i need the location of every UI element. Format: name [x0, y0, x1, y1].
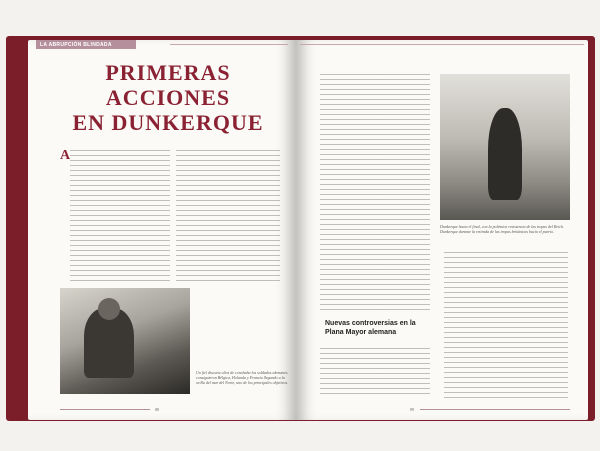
soldier-photo	[60, 288, 190, 394]
right-photo-caption: Dunkerque hacia el final, con la polémica resistencia de las tropas del Reich. Dunkerque durante la retirada de las tropas británicas hacia el puerto.	[440, 224, 564, 234]
page-number-right: 89	[410, 407, 414, 412]
subheading: Nuevas controversias en la Plana Mayor alemana	[325, 320, 416, 336]
header-rule-right	[300, 44, 584, 45]
left-column-text-2	[176, 150, 280, 282]
header-rule	[170, 44, 288, 45]
footer-rule-right	[420, 409, 570, 410]
right-column-text-1	[320, 74, 430, 310]
page-number-left: 88	[155, 407, 159, 412]
title-line-3: EN DUNKERQUE	[72, 110, 264, 135]
title-line-2: ACCIONES	[105, 85, 231, 110]
right-column-text-2	[320, 348, 430, 398]
section-header: LA ABRUPCIÓN BLINDADA	[36, 40, 136, 49]
soldier-silhouette	[488, 108, 522, 200]
article-title	[68, 60, 268, 135]
drop-cap: A	[60, 148, 71, 163]
soldier-head	[98, 298, 120, 320]
left-column-text	[70, 150, 170, 282]
left-photo-caption: Un fiel discurso dios de conchaba los soldados alemanes consiguieron Bélgica, Holanda y Francia llegando a la orilla del mar del Norte, uno de los principales objetivos.	[196, 370, 289, 385]
title-line-1: PRIMERAS	[105, 60, 231, 85]
footer-rule-left	[60, 409, 150, 410]
right-column-text-3	[444, 252, 568, 402]
battle-photo	[440, 74, 570, 220]
